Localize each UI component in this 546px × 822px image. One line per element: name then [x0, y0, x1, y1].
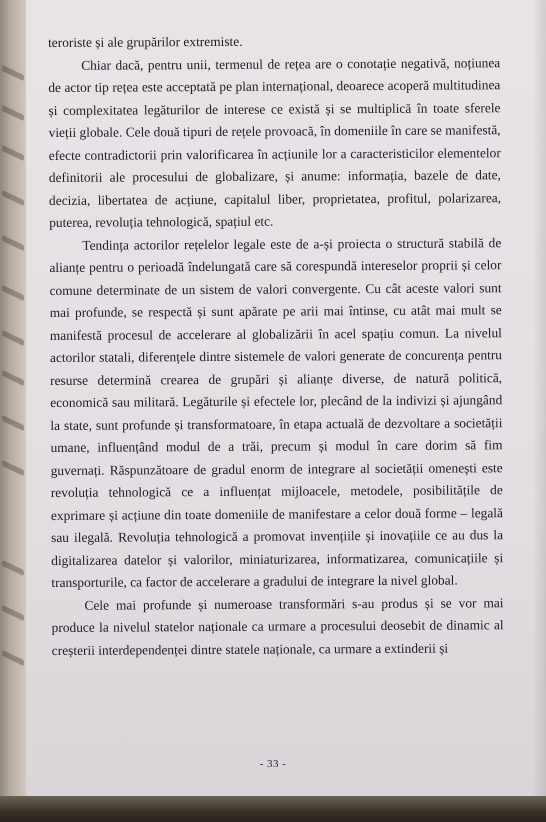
ghost-mark — [2, 235, 24, 251]
ghost-mark — [2, 605, 24, 621]
page-shadow — [532, 0, 546, 822]
body-text — [48, 29, 504, 662]
ghost-mark — [2, 415, 24, 431]
ghost-mark — [2, 105, 24, 121]
ghost-mark — [2, 145, 24, 161]
paragraph: teroriste și ale grupărilor extremiste. — [48, 33, 243, 50]
page-number: - 33 - — [259, 758, 287, 770]
ghost-mark — [2, 65, 24, 81]
ghost-mark — [2, 190, 24, 206]
binding-edge — [0, 0, 26, 822]
ghost-mark — [2, 460, 24, 476]
paragraph: Cele mai profunde și numeroase transformări s-au produs și se vor mai produce la nivelul statelor naționale ca urmare a procesului deosebit de dinamic al creșterii interdependenței dintre statele naționale, ca urmare a extinderii și — [51, 594, 504, 658]
ghost-mark — [2, 650, 24, 666]
table-edge — [0, 796, 546, 822]
ghost-mark — [2, 330, 24, 346]
ghost-mark — [2, 560, 24, 576]
paragraph: Chiar dacă, pentru unii, termenul de rețea are o conotație negativă, noțiunea de actor tip rețea este acceptată pe plan internațional, deoarece acoperă multitudinea și complexitatea legăturilor de interese ce există și se multiplică în toate sferele vieții globale. Cele două tipuri de rețele provoacă, în domeniile în care se manifestă, efecte contradictorii prin valorificarea în acțiunile lor a caracteristicilor elementelor definitorii ale procesului de globalizare, și anume: informația, bazele de date, decizia, libertatea de acțiune, capitalul liber, proprietatea, profitul, polarizarea, puterea, revoluția tehnologică, spațiul etc. — [48, 54, 502, 230]
ghost-mark — [2, 370, 24, 386]
ghost-mark — [2, 285, 24, 301]
paragraph: Tendința actorilor rețelelor legale este de a-și proiecta o structură stabilă de alianțe pentru o perioadă îndelungată care să corespundă intereselor proprii și celor comune determinate de un sistem de valori convergente. Cu cât aceste valori sunt mai profunde, se respectă și sunt apărate pe arii mai întinse, cu atât mai mult se manifestă procesul de accelerare al globalizării în acel spațiu comun. La nivelul actorilor statali, diferențele dintre sistemele de valori generate de concurența pentru resurse determină crearea de grupări și alianțe diverse, de natură politică, economică sau militară. Legăturile și efectele lor, plecând de la indivizi și ajungând la state, sunt profunde și transformatoare, în etapa actuală de dezvoltare a societății umane, influențând modul de a trăi, precum și modul în care dorim să fim guvernați. Răspunzătoare de gradul enorm de integrare al societății omenești este revoluția tehnologică ce a influențat mijloacele, metodele, posibilitățile de exprimare și acțiune din toate domeniile de manifestare a celor două forme – legală sau ilegală. Revoluția tehnologică a promovat invențiile și inovațiile ce au dus la digitalizarea datelor și valorilor, miniaturizarea, informatizarea, comunicațiile și transporturile, ca factor de accelerare a gradului de integrare la nivel global. — [49, 234, 504, 590]
